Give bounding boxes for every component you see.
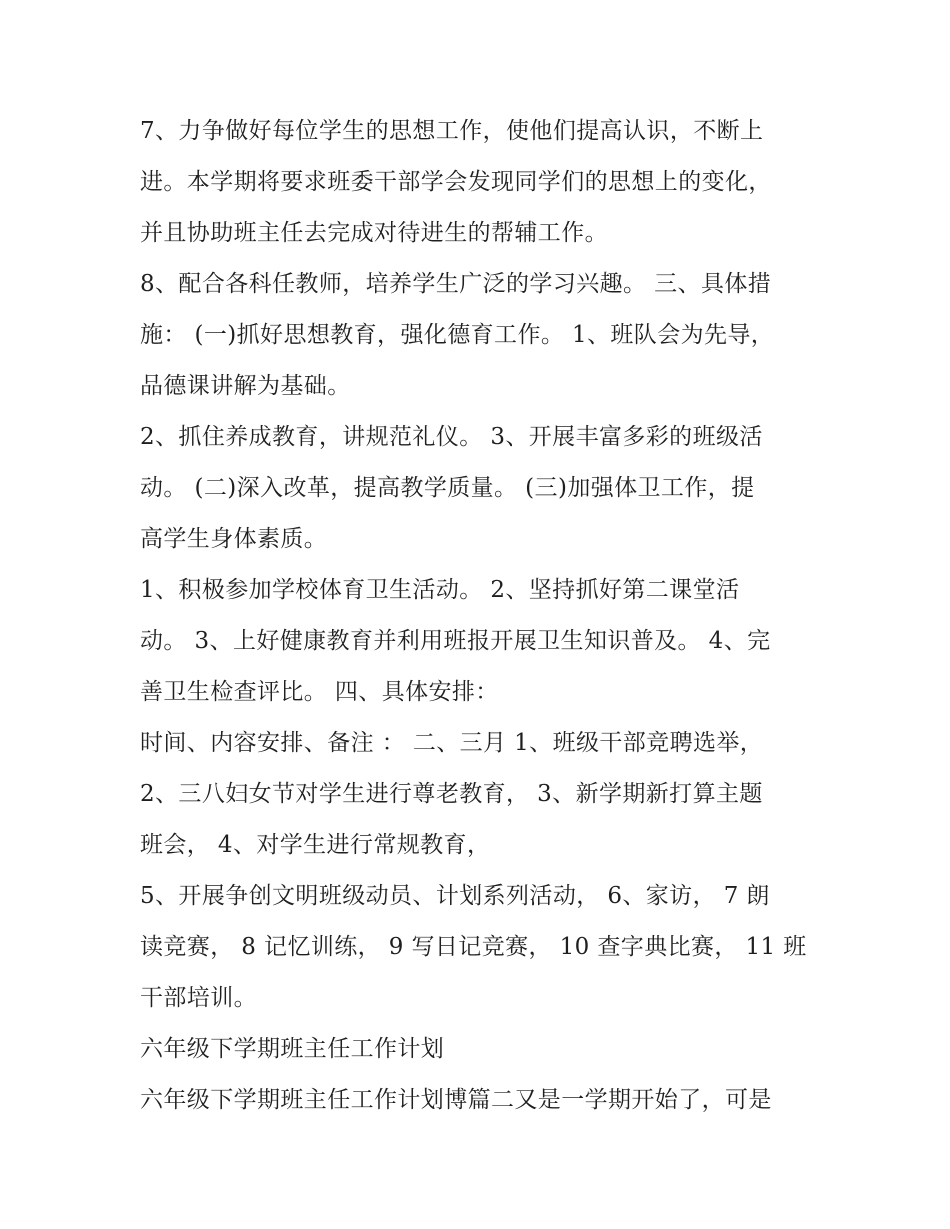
text-line: 善卫生检查评比。 四、具体安排： — [140, 679, 499, 705]
document-body — [140, 106, 820, 1126]
text-line: 并且协助班主任去完成对待进生的帮辅工作。 — [140, 220, 608, 246]
text-line: 动。 3、上好健康教育并利用班报开展卫生知识普及。 4、完 — [140, 628, 771, 654]
text-line: 2、三八妇女节对学生进行尊老教育， 3、新学期新打算主题 — [140, 781, 763, 807]
text-line: 1、积极参加学校体育卫生活动。 2、坚持抓好第二课堂活 — [140, 577, 740, 603]
text-line: 动。 (二)深入改革，提高教学质量。 (三)加强体卫工作，提 — [140, 475, 755, 501]
text-line: 5、开展争创文明班级动员、计划系列活动， 6、家访， 7 朗 — [140, 883, 770, 909]
text-line: 施： (一)抓好思想教育，强化德育工作。 1、班队会为先导， — [140, 322, 775, 348]
text-line: 时间、内容安排、备注 ： 二、三月 1、班级干部竞聘选举， — [140, 730, 764, 756]
text-line: 班会， 4、对学生进行常规教育， — [140, 832, 491, 858]
section-heading: 六年级下学期班主任工作计划 — [140, 1036, 445, 1062]
text-line: 2、抓住养成教育，讲规范礼仪。 3、开展丰富多彩的班级活 — [140, 424, 763, 450]
text-line: 高学生身体素质。 — [140, 526, 328, 552]
text-line: 7、力争做好每位学生的思想工作，使他们提高认识，不断上 — [140, 118, 764, 144]
text-line: 进。本学期将要求班委干部学会发现同学们的思想上的变化， — [140, 169, 772, 195]
text-line: 六年级下学期班主任工作计划博篇二又是一学期开始了，可是 — [140, 1087, 772, 1113]
text-line: 品德课讲解为基础。 — [140, 373, 351, 399]
text-line: 8、配合各科任教师，培养学生广泛的学习兴趣。 三、具体措 — [140, 271, 772, 297]
text-line: 读竞赛， 8 记忆训练， 9 写日记竞赛， 10 查字典比赛， 11 班 — [140, 934, 807, 960]
text-line: 干部培训。 — [140, 985, 257, 1011]
